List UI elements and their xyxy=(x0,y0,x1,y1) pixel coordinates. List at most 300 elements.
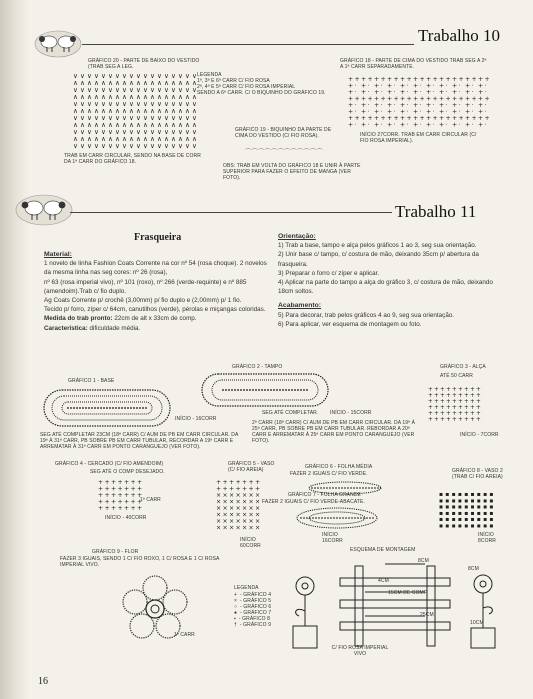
assembly-m5: 8CM xyxy=(468,566,479,572)
stitch-symbol: + xyxy=(380,115,386,122)
stitch-symbol: + xyxy=(440,405,445,411)
stitch-symbol: ▪ xyxy=(483,497,488,505)
stitch-symbol: + xyxy=(478,102,484,109)
stitch-symbol: ∨ xyxy=(136,72,141,80)
stitch-symbol: + xyxy=(426,82,432,90)
stitch-symbol: ∨ xyxy=(143,72,148,80)
stitch-symbol: ∨ xyxy=(87,100,92,108)
stitch-symbol: ∨ xyxy=(185,128,190,136)
stitch-symbol: + xyxy=(104,492,110,499)
stitch-symbol: + xyxy=(361,121,367,129)
stitch-symbol: + xyxy=(465,108,471,116)
stitch-symbol: × xyxy=(255,498,261,506)
stitch-symbol: · xyxy=(471,82,474,90)
stitch-symbol: ∨ xyxy=(157,72,162,80)
t10-legend-1: 1ª, 3ª E 6ª CARR C/ FIO ROSA xyxy=(197,78,270,84)
stitch-symbol: + xyxy=(255,485,261,493)
stitch-symbol: ∨ xyxy=(192,128,197,136)
stitch-symbol: + xyxy=(255,479,261,486)
stitch-symbol: ∧ xyxy=(136,135,141,143)
stitch-symbol: × xyxy=(242,518,248,525)
stitch-symbol: + xyxy=(117,498,123,506)
stitch-symbol: + xyxy=(374,115,380,122)
stitch-symbol: ∨ xyxy=(80,128,85,136)
stitch-symbol: × xyxy=(222,498,228,506)
orientacao-2: 2) Unir base c/ tampo, c/ costura de mão, deixando 35cm p/ abertura da frasqueira. xyxy=(278,251,479,268)
stitch-symbol: · xyxy=(458,108,461,116)
stitch-symbol: · xyxy=(380,121,383,129)
stitch-symbol: ∨ xyxy=(136,100,141,108)
symbol-icon: ▪ xyxy=(234,616,236,622)
material-line-3: Ag Coats Corrente p/ crochê (3,00mm) p/ fio duplo e (2,00mm) p/ 1 fio. xyxy=(44,297,242,305)
g8-start: INÍCIO 8CORR xyxy=(478,532,497,544)
stitch-symbol: + xyxy=(476,399,481,405)
stitch-symbol: ▪ xyxy=(439,509,444,517)
stitch-symbol: ⌒ xyxy=(264,149,271,156)
stitch-symbol: ∨ xyxy=(143,100,148,108)
stitch-symbol: + xyxy=(348,95,354,103)
stitch-symbol: · xyxy=(406,82,409,90)
stitch-symbol: × xyxy=(235,511,241,519)
stitch-symbol: ▪ xyxy=(451,516,456,524)
stitch-symbol: · xyxy=(432,121,435,129)
stitch-symbol: · xyxy=(471,108,474,116)
stitch-symbol: ∨ xyxy=(87,142,92,150)
stitch-symbol: × xyxy=(216,505,222,512)
stitch-symbol: + xyxy=(348,76,354,83)
legend-g9: - GRÁFICO 9 xyxy=(239,622,271,628)
stitch-symbol: × xyxy=(248,498,254,506)
stitch-symbol: + xyxy=(484,95,490,103)
stitch-symbol: + xyxy=(400,102,406,109)
stitch-symbol: ▪ xyxy=(445,497,450,505)
stitch-symbol: + xyxy=(452,411,457,417)
stitch-symbol: × xyxy=(216,498,222,506)
stitch-symbol: · xyxy=(354,89,357,96)
stitch-symbol: ∧ xyxy=(171,79,176,87)
stitch-symbol: ∧ xyxy=(136,93,141,101)
stitch-symbol: ∨ xyxy=(108,86,113,94)
stitch-symbol: ▪ xyxy=(445,522,450,530)
stitch-symbol: ∧ xyxy=(80,107,85,115)
stitch-symbol: + xyxy=(439,108,445,116)
stitch-symbol: ∨ xyxy=(129,142,134,150)
stitch-symbol: + xyxy=(413,115,419,122)
stitch-symbol: ∨ xyxy=(164,100,169,108)
stitch-symbol: ∨ xyxy=(129,128,134,136)
stitch-symbol: + xyxy=(406,76,412,83)
stitch-symbol: ⌒ xyxy=(284,149,291,156)
caract-label: Característica: xyxy=(44,324,88,332)
stitch-symbol: ▪ xyxy=(464,516,469,524)
stitch-symbol: ⌒ xyxy=(277,149,284,156)
stitch-symbol: ∨ xyxy=(115,142,120,150)
stitch-symbol: ∨ xyxy=(171,100,176,108)
stitch-symbol: + xyxy=(476,417,481,423)
stitch-symbol: ▪ xyxy=(464,509,469,517)
stitch-symbol: + xyxy=(348,89,354,96)
stitch-symbol: ∨ xyxy=(73,128,78,136)
stitch-symbol: + xyxy=(465,102,471,109)
stitch-symbol: + xyxy=(478,95,484,103)
stitch-symbol: ∧ xyxy=(143,93,148,101)
stitch-symbol: + xyxy=(387,102,393,109)
stitch-symbol: + xyxy=(387,108,393,116)
stitch-symbol: + xyxy=(117,479,123,486)
stitch-symbol: ∨ xyxy=(115,72,120,80)
stitch-symbol: + xyxy=(104,485,110,493)
stitch-symbol: + xyxy=(478,82,484,90)
stitch-symbol: ∧ xyxy=(122,135,127,143)
stitch-symbol: ∨ xyxy=(178,86,183,94)
stitch-symbol: + xyxy=(235,485,241,493)
stitch-symbol: ▪ xyxy=(489,509,494,517)
stitch-symbol: ∨ xyxy=(178,142,183,150)
stitch-symbol: ∧ xyxy=(73,93,78,101)
stitch-symbol: ▪ xyxy=(470,516,475,524)
stitch-symbol: ⌒ xyxy=(316,149,323,156)
stitch-symbol: + xyxy=(354,115,360,122)
stitch-symbol: ∧ xyxy=(150,107,155,115)
stitch-symbol: · xyxy=(458,82,461,90)
acabamento-title: Acabamento: xyxy=(278,302,322,310)
stitch-symbol: · xyxy=(367,121,370,129)
stitch-symbol: · xyxy=(354,102,357,109)
stitch-symbol: × xyxy=(235,505,241,512)
stitch-symbol: + xyxy=(242,479,248,486)
stitch-symbol: + xyxy=(361,108,367,116)
stitch-symbol: + xyxy=(428,387,433,393)
stitch-symbol: ∧ xyxy=(129,79,134,87)
stitch-symbol: × xyxy=(229,524,235,532)
stitch-symbol: + xyxy=(98,492,104,499)
stitch-symbol: · xyxy=(445,121,448,129)
stitch-symbol: × xyxy=(235,498,241,506)
stitch-symbol: + xyxy=(428,411,433,417)
stitch-symbol: ∧ xyxy=(73,135,78,143)
stitch-symbol: + xyxy=(426,115,432,122)
stitch-symbol: + xyxy=(111,492,117,499)
stitch-symbol: + xyxy=(361,115,367,122)
stitch-symbol: + xyxy=(452,108,458,116)
material-line-4: Tecido p/ forro, zíper c/ 64cm, canutilhos (verde), pérolas e miçangas coloridas. xyxy=(44,306,266,314)
stitch-symbol: + xyxy=(374,108,380,116)
stitch-symbol: + xyxy=(111,498,117,506)
stitch-symbol: + xyxy=(476,387,481,393)
stitch-symbol: ∧ xyxy=(178,135,183,143)
stitch-symbol: · xyxy=(419,89,422,96)
stitch-symbol: ∧ xyxy=(164,93,169,101)
stitch-symbol: ∨ xyxy=(94,114,99,122)
stitch-symbol: + xyxy=(439,95,445,103)
stitch-symbol: + xyxy=(428,405,433,411)
g7-folha-grande-chart xyxy=(292,506,382,530)
stitch-symbol: ▪ xyxy=(451,503,456,511)
stitch-symbol: + xyxy=(419,76,425,83)
stitch-symbol: × xyxy=(242,505,248,512)
stitch-symbol: + xyxy=(440,393,445,399)
symbol-icon: ○ xyxy=(234,604,238,610)
stitch-symbol: ∨ xyxy=(122,86,127,94)
stitch-symbol: ∨ xyxy=(178,72,183,80)
stitch-symbol: + xyxy=(393,76,399,83)
stitch-symbol: + xyxy=(374,102,380,109)
stitch-symbol: ▪ xyxy=(476,509,481,517)
stitch-symbol: ∧ xyxy=(171,121,176,129)
stitch-symbol: ∨ xyxy=(108,142,113,150)
stitch-symbol: + xyxy=(361,95,367,103)
stitch-symbol: + xyxy=(419,95,425,103)
g19-label: GRÁFICO 19 - BIQUINHO DA PARTE DE CIMA DO VESTIDO (C/ FIO ROSA). xyxy=(235,127,332,139)
stitch-symbol: ∨ xyxy=(73,100,78,108)
stitch-symbol: ▪ xyxy=(489,497,494,505)
stitch-symbol: ∨ xyxy=(122,128,127,136)
stitch-symbol: × xyxy=(255,518,261,525)
g7-label: GRÁFICO 7 - FOLHA GRANDE xyxy=(288,492,361,498)
stitch-symbol: + xyxy=(458,115,464,122)
orientacao-title: Orientação: xyxy=(278,233,316,240)
stitch-symbol: × xyxy=(229,518,235,525)
caract-value: dificuldade média. xyxy=(89,324,141,332)
stitch-symbol: ∧ xyxy=(94,79,99,87)
stitch-symbol: + xyxy=(117,505,123,512)
stitch-symbol: · xyxy=(432,108,435,116)
stitch-symbol: × xyxy=(242,498,248,506)
stitch-symbol: ∧ xyxy=(136,107,141,115)
stitch-symbol: ∨ xyxy=(108,72,113,80)
stitch-symbol: + xyxy=(393,95,399,103)
stitch-symbol: × xyxy=(229,511,235,519)
stitch-symbol: ∧ xyxy=(164,121,169,129)
stitch-symbol: + xyxy=(124,492,130,499)
stitch-symbol: ∧ xyxy=(87,121,92,129)
stitch-symbol: × xyxy=(242,492,248,499)
stitch-symbol: · xyxy=(367,108,370,116)
assembly-m6: 10CM xyxy=(470,620,484,626)
stitch-symbol: · xyxy=(419,121,422,129)
g5-label: GRÁFICO 5 - VASO (C/ FIO AREIA) xyxy=(228,461,275,473)
stitch-symbol: + xyxy=(440,417,445,423)
g18-start-note: INÍCIO 27CORR. TRAB EM CARR CIRCULAR (C/ FIO ROSA IMPERIAL). xyxy=(360,132,477,144)
legend-g4: - GRÁFICO 4 xyxy=(240,592,272,598)
stitch-symbol: + xyxy=(458,417,463,423)
stitch-symbol: ∨ xyxy=(185,72,190,80)
g2-start: INÍCIO - 15CORR xyxy=(330,410,372,416)
stitch-symbol: + xyxy=(137,485,143,493)
stitch-symbol: ▪ xyxy=(476,516,481,524)
stitch-symbol: + xyxy=(426,102,432,109)
stitch-symbol: ▪ xyxy=(476,497,481,505)
stitch-symbol: ∧ xyxy=(143,121,148,129)
stitch-symbol: · xyxy=(393,82,396,90)
material-line-1: 1 novelo de linha Fashion Coats Corrente na cor nº 54 (rosa choque). 2 novelos da mesma linha nas seg cores: nº 26 (rosa), xyxy=(44,260,267,277)
stitch-symbol: × xyxy=(222,492,228,499)
stitch-symbol: + xyxy=(446,417,451,423)
stitch-symbol: ▪ xyxy=(457,522,462,530)
stitch-symbol: + xyxy=(367,95,373,103)
stitch-symbol: · xyxy=(432,82,435,90)
stitch-symbol: + xyxy=(137,498,143,506)
stitch-symbol: × xyxy=(216,524,222,532)
stitch-symbol: ∧ xyxy=(87,93,92,101)
stitch-symbol: + xyxy=(445,115,451,122)
stitch-symbol: · xyxy=(406,102,409,109)
stitch-symbol: × xyxy=(229,492,235,499)
stitch-symbol: ∧ xyxy=(178,121,183,129)
g4-cercado-chart xyxy=(95,478,143,514)
stitch-symbol: ∧ xyxy=(101,93,106,101)
stitch-symbol: ∧ xyxy=(192,93,197,101)
g1-note: SEG ATÉ COMPLETAR 23CM (18ª CARR) C/ AUM DE PB EM CARR CIRCULAR. DA 19ª À 31ª CARR, PB SOBRE PB EM CARR TUBULAR, RECORDAR A 19ª CARR E ARREMATAR À 31ª CARR EM PONTO CARANGUEJO (VER FOTO). xyxy=(40,432,239,450)
stitch-symbol: ▪ xyxy=(470,497,475,505)
stitch-symbol: + xyxy=(361,89,367,96)
stitch-symbol: · xyxy=(432,102,435,109)
stitch-symbol: ▪ xyxy=(457,509,462,517)
g4-start: INÍCIO - 40CORR xyxy=(105,515,147,521)
stitch-symbol: ∨ xyxy=(150,114,155,122)
stitch-symbol: + xyxy=(476,411,481,417)
stitch-symbol: + xyxy=(484,76,490,83)
stitch-symbol: × xyxy=(216,518,222,525)
stitch-symbol: + xyxy=(367,76,373,83)
stitch-symbol: ▪ xyxy=(470,509,475,517)
stitch-symbol: ∧ xyxy=(143,107,148,115)
stitch-symbol: + xyxy=(446,411,451,417)
stitch-symbol: + xyxy=(452,393,457,399)
stitch-symbol: ▪ xyxy=(489,503,494,511)
stitch-symbol: ∨ xyxy=(122,72,127,80)
stitch-symbol: ▪ xyxy=(457,516,462,524)
stitch-symbol: + xyxy=(354,95,360,103)
stitch-symbol: ∨ xyxy=(185,100,190,108)
t10-legend-3: SENDO A 6ª CARR. C/ O BIQUINHO DO GRÁFICO 19. xyxy=(197,90,326,96)
stitch-symbol: ▪ xyxy=(489,516,494,524)
stitch-symbol: + xyxy=(478,121,484,129)
g9-sub: FAZER 3 IGUAIS, SENDO 1 C/ FIO ROXO, 1 C/ ROSA E 1 C/ ROSA IMPERIAL VIVO. xyxy=(60,556,220,568)
stitch-symbol: + xyxy=(428,393,433,399)
material-block xyxy=(44,250,269,333)
symbol-icon: ● xyxy=(234,610,238,616)
stitch-symbol: · xyxy=(406,89,409,96)
chart-legend xyxy=(234,585,271,628)
stitch-symbol: ∨ xyxy=(115,100,120,108)
orientacao-3: 3) Preparar o forro c/ zíper e aplicar. xyxy=(278,269,380,277)
stitch-symbol: + xyxy=(400,89,406,96)
g4-label: GRÁFICO 4 - CERCADO (C/ FIO AMENDOIM) xyxy=(55,461,164,467)
stitch-symbol: + xyxy=(380,76,386,83)
stitch-symbol: ∧ xyxy=(150,135,155,143)
stitch-symbol: ∧ xyxy=(136,79,141,87)
stitch-symbol: ∨ xyxy=(94,72,99,80)
stitch-symbol: × xyxy=(235,518,241,525)
stitch-symbol: + xyxy=(445,76,451,83)
g20-label: GRÁFICO 20 - PARTE DE BAIXO DO VESTIDO (TRAB SEG A LEG. xyxy=(88,58,200,70)
stitch-symbol: + xyxy=(235,479,241,486)
stitch-symbol: ∨ xyxy=(178,114,183,122)
stitch-symbol: ▪ xyxy=(445,509,450,517)
stitch-symbol: ∧ xyxy=(192,135,197,143)
stitch-symbol: ∧ xyxy=(178,79,183,87)
stitch-symbol: + xyxy=(393,115,399,122)
g4-seg: SEG ATÉ O COMP DESEJADO. xyxy=(90,469,165,475)
stitch-symbol: + xyxy=(387,82,393,90)
stitch-symbol: ∧ xyxy=(150,93,155,101)
stitch-symbol: ∧ xyxy=(94,107,99,115)
stitch-symbol: · xyxy=(484,102,487,109)
stitch-symbol: ∨ xyxy=(94,86,99,94)
stitch-symbol: ∨ xyxy=(192,142,197,150)
stitch-symbol: ∨ xyxy=(143,86,148,94)
stitch-symbol: ▪ xyxy=(457,503,462,511)
stitch-symbol: + xyxy=(464,387,469,393)
stitch-symbol: · xyxy=(445,102,448,109)
stitch-symbol: ∧ xyxy=(143,79,148,87)
stitch-symbol: ∨ xyxy=(171,128,176,136)
stitch-symbol: · xyxy=(419,82,422,90)
stitch-symbol: ∧ xyxy=(185,107,190,115)
stitch-symbol: + xyxy=(361,102,367,109)
stitch-symbol: + xyxy=(452,405,457,411)
stitch-symbol: × xyxy=(255,524,261,532)
stitch-symbol: ∨ xyxy=(185,114,190,122)
stitch-symbol: ⌒ xyxy=(258,149,265,156)
g7-start: INÍCIO 16CORR xyxy=(322,532,343,544)
stitch-symbol: ∨ xyxy=(178,100,183,108)
stitch-symbol: ∧ xyxy=(150,121,155,129)
stitch-symbol: · xyxy=(393,121,396,129)
page-number: 16 xyxy=(38,676,48,687)
stitch-symbol: × xyxy=(235,524,241,532)
stitch-symbol: ∧ xyxy=(94,93,99,101)
legend-g8: - GRÁFICO 8 xyxy=(238,616,270,622)
stitch-symbol: + xyxy=(98,485,104,493)
stitch-symbol: + xyxy=(374,121,380,129)
stitch-symbol: · xyxy=(484,121,487,129)
stitch-symbol: ∨ xyxy=(129,114,134,122)
stitch-symbol: × xyxy=(248,492,254,499)
g9-label: GRÁFICO 9 - FLOR xyxy=(92,549,139,555)
stitch-symbol: ∧ xyxy=(115,93,120,101)
stitch-symbol: + xyxy=(439,82,445,90)
stitch-symbol: + xyxy=(458,387,463,393)
stitch-symbol: · xyxy=(471,102,474,109)
stitch-symbol: × xyxy=(222,505,228,512)
stitch-symbol: ∧ xyxy=(192,79,197,87)
stitch-symbol: + xyxy=(464,393,469,399)
stitch-symbol: ∧ xyxy=(157,121,162,129)
stitch-symbol: ⌒ xyxy=(297,149,304,156)
g6-label: GRÁFICO 6 - FOLHA MÉDIA xyxy=(305,464,373,470)
stitch-symbol: + xyxy=(130,479,136,486)
stitch-symbol: + xyxy=(439,115,445,122)
stitch-symbol: ▪ xyxy=(483,509,488,517)
stitch-symbol: ∧ xyxy=(73,79,78,87)
g3-alca-chart xyxy=(425,385,485,430)
stitch-symbol: ∨ xyxy=(73,114,78,122)
t10-legend-title: LEGENDA xyxy=(197,72,222,78)
g2-seg: SEG ATÉ COMPLETAR. xyxy=(262,410,319,416)
stitch-symbol: ▪ xyxy=(470,491,475,498)
stitch-symbol: + xyxy=(465,121,471,129)
orientacao-1: 1) Trab a base, tampo e alça pelos gráficos 1 ao 3, seg sua orientação. xyxy=(278,242,477,250)
stitch-symbol: ∧ xyxy=(108,107,113,115)
stitch-symbol: ∨ xyxy=(101,128,106,136)
stitch-symbol: + xyxy=(428,417,433,423)
stitch-symbol: × xyxy=(222,524,228,532)
g2-tampo-chart xyxy=(200,372,330,408)
stitch-symbol: + xyxy=(117,492,123,499)
stitch-symbol: ▪ xyxy=(489,491,494,498)
